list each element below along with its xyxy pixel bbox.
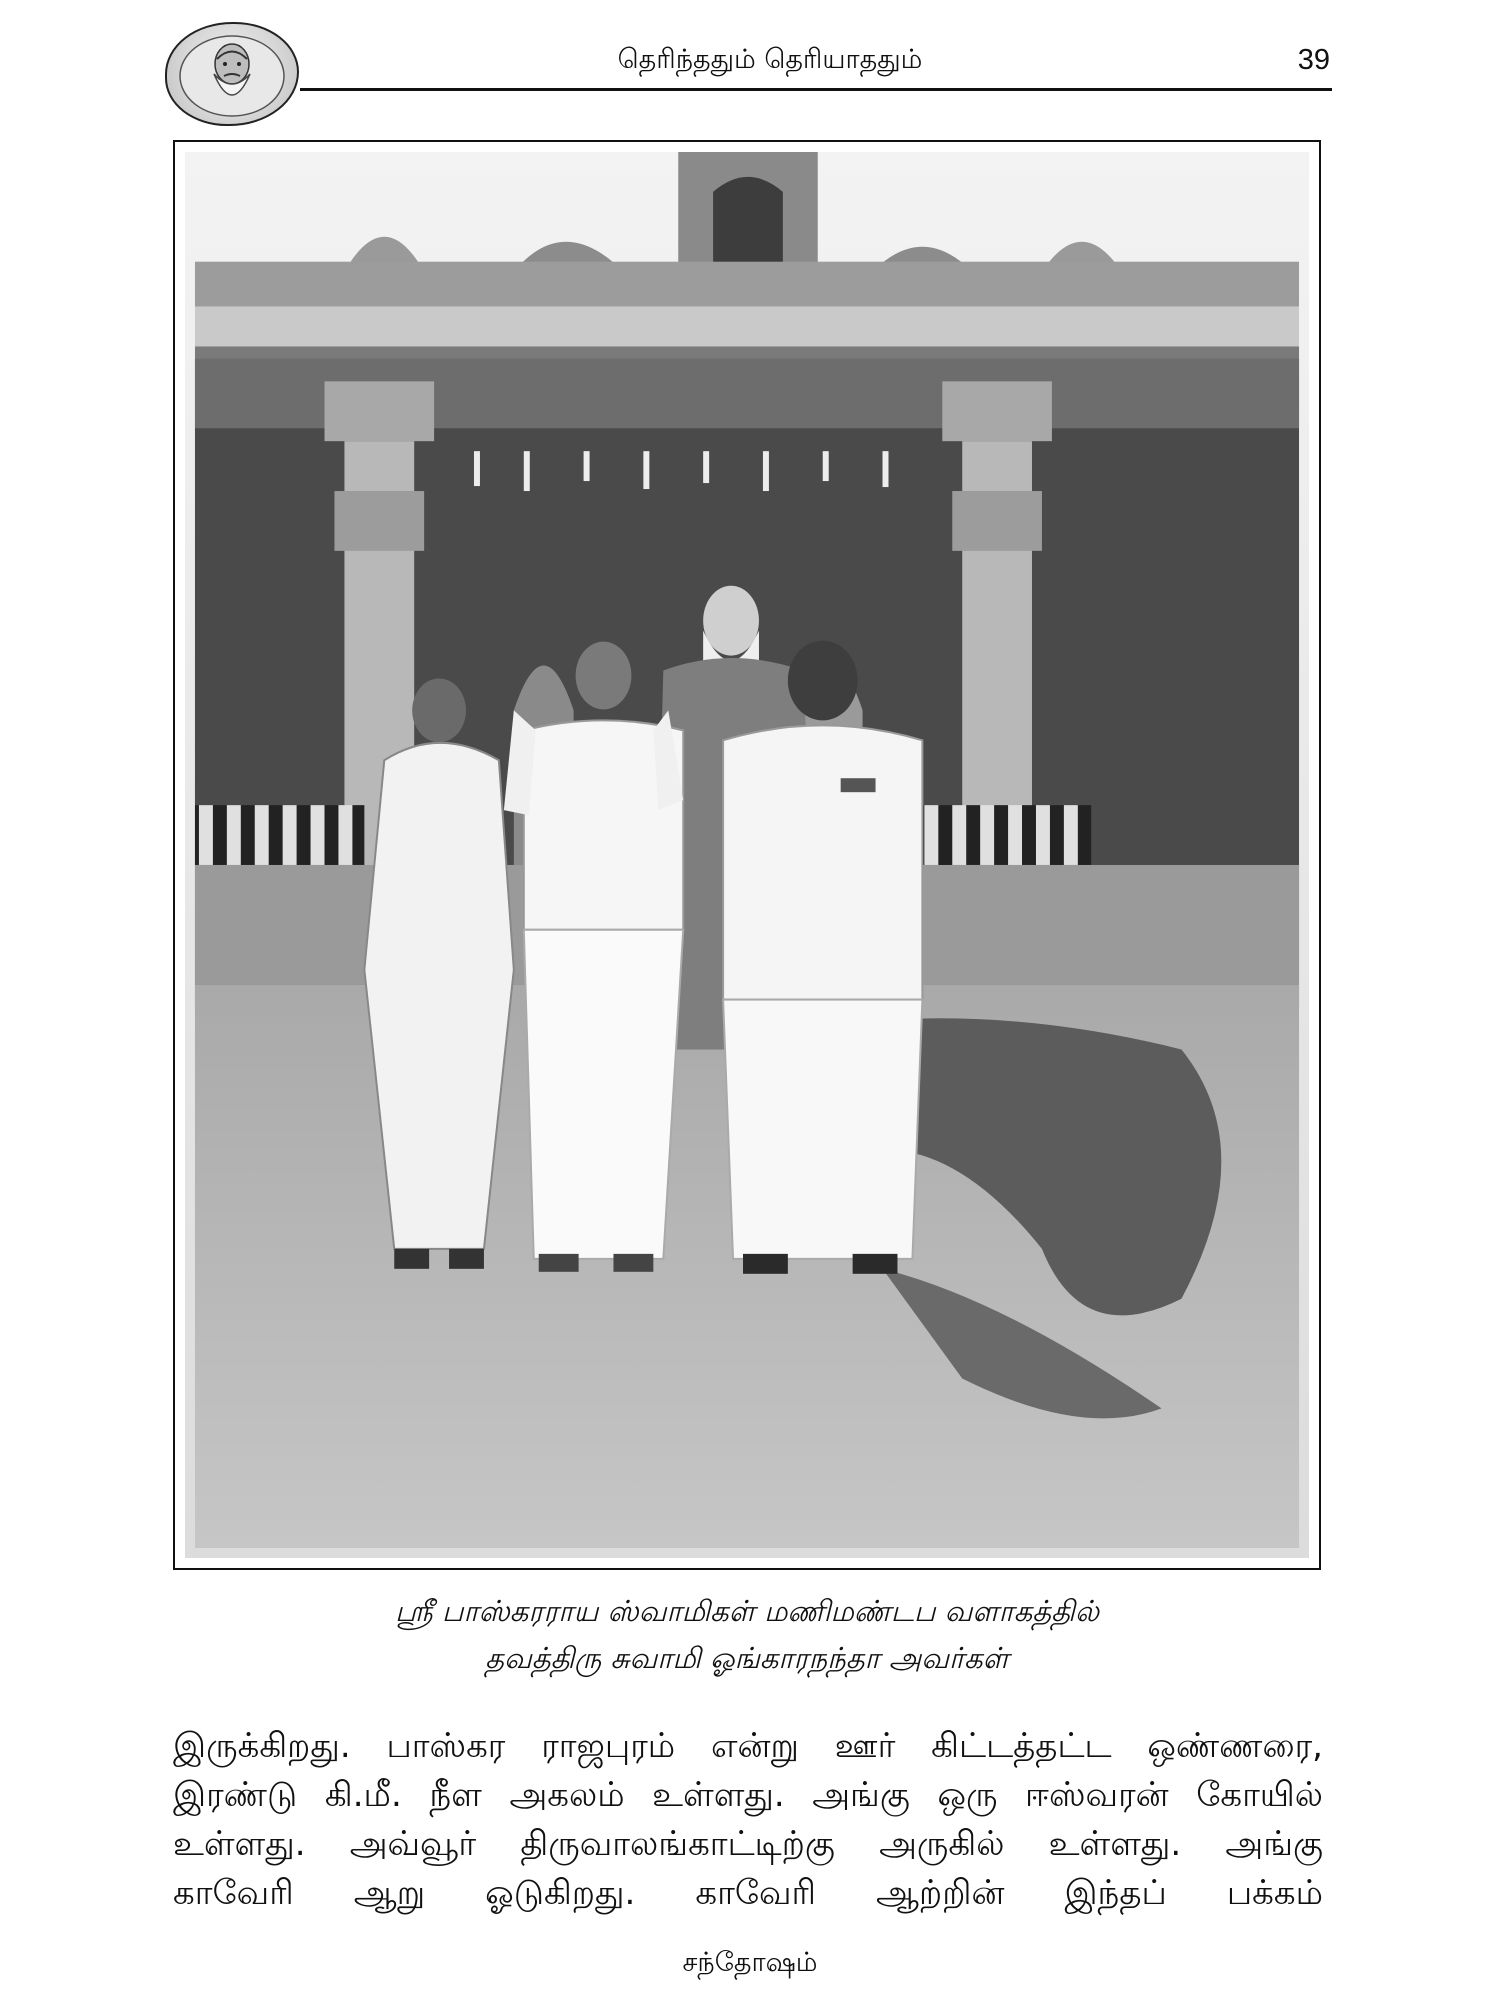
- body-paragraph: [173, 1722, 1323, 1918]
- body-line: இரண்டு கி.மீ. நீள அகலம் உள்ளது. அங்கு ஒரு ஈஸ்வரன் கோயில்: [173, 1775, 1323, 1815]
- running-footer: சந்தோஷம்: [682, 1947, 818, 1978]
- body-line: உள்ளது. அவ்வூர் திருவாலங்காட்டிற்கு அருகில் உள்ளது. அங்கு: [173, 1824, 1323, 1864]
- header-divider: [300, 88, 1332, 91]
- photo-caption: [173, 1588, 1321, 1682]
- caption-line: ஸ்ரீ பாஸ்கரராய ஸ்வாமிகள் மணிமண்டப வளாகத்தில்: [394, 1594, 1100, 1628]
- bearded-portrait-logo-icon: [165, 22, 299, 126]
- caption-line: தவத்திரு சுவாமி ஓங்காரநந்தா அவர்கள்: [485, 1641, 1009, 1675]
- running-header-title: தெரிந்ததும் தெரியாததும்: [617, 44, 923, 75]
- photo-frame: [173, 140, 1321, 1570]
- page-number: 39: [1297, 44, 1330, 76]
- body-line: காவேரி ஆறு ஓடுகிறது. காவேரி ஆற்றின் இந்தப் பக்கம்: [173, 1873, 1323, 1913]
- body-line: இருக்கிறது. பாஸ்கர ராஜபுரம் என்று ஊர் கிட்டத்தட்ட ஒண்ணரை,: [173, 1726, 1323, 1766]
- group-photo-icon: [185, 152, 1309, 1558]
